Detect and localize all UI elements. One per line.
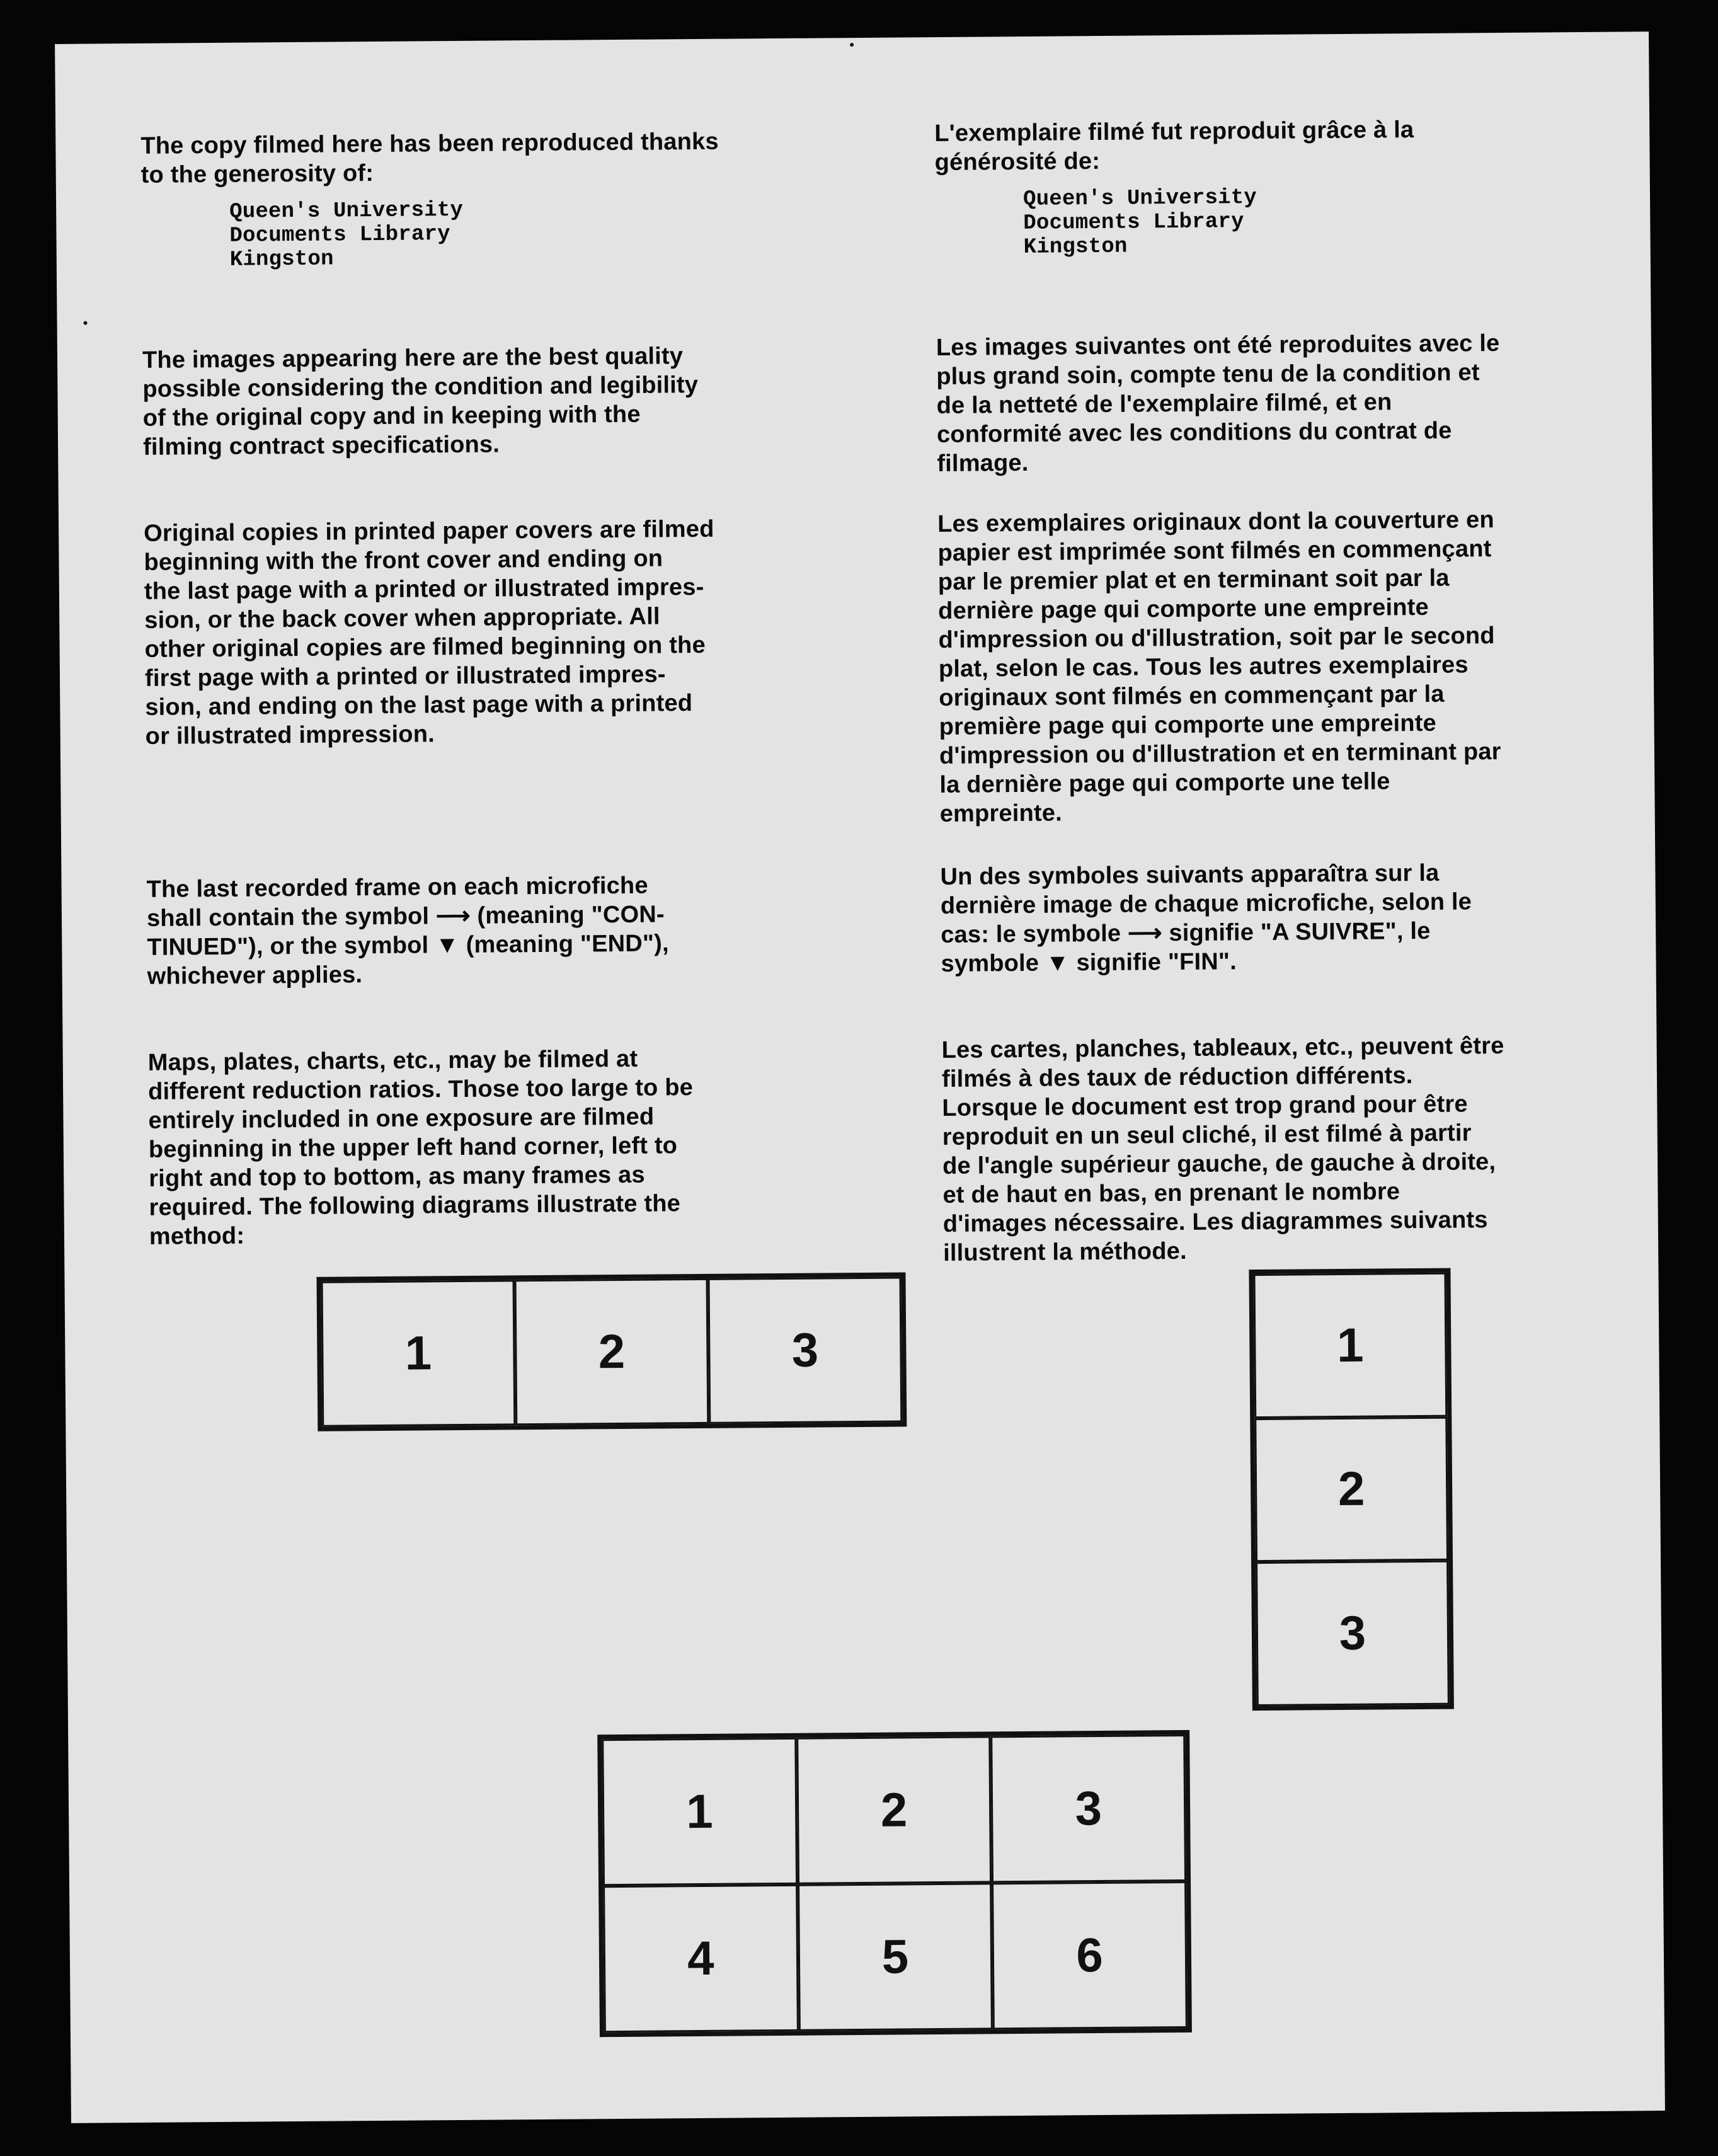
french-symbols-paragraph: Un des symboles suivants apparaîtra sur la dernière image de chaque microfiche, selon le cas: le symbole ⟶ signifie "A SUIVRE", le symbole ▼ signifie "FIN". xyxy=(940,859,1472,977)
diagram-frame: 2 xyxy=(515,1278,709,1425)
diagram-vertical xyxy=(1249,1268,1453,1711)
english-intro: The copy filmed here has been reproduced thanks to the generosity of: xyxy=(140,128,719,188)
french-column xyxy=(934,113,1690,1266)
diagram-frame: 3 xyxy=(707,1276,902,1423)
french-covers-paragraph: Les exemplaires originaux dont la couverture en papier est imprimée sont filmés en commençant par le premier plat et en terminant soit par la dernière page qui comporte une empreinte d'impression ou d'illustration, soit par le second plat, selon le cas. Tous les autres exemplaires originaux sont filmés en commençant par la première page qui comporte une empreinte d'impression ou d'illustration et en terminant par la dernière page qui comporte une telle empreinte. xyxy=(937,507,1501,827)
french-intro: L'exemplaire filmé fut reproduit grâce à la générosité de: xyxy=(934,117,1414,176)
french-library-address: Queen's University Documents Library Kingston xyxy=(1022,186,1257,260)
microfiche-target-sheet xyxy=(55,32,1665,2123)
english-symbols-paragraph: The last recorded frame on each microfiche shall contain the symbol ⟶ (meaning "CON- TINUED"), or the symbol ▼ (meaning "END"), whichever applies. xyxy=(146,872,669,990)
diagram-frame: 3 xyxy=(1256,1561,1450,1706)
english-maps-paragraph: Maps, plates, charts, etc., may be filmed at different reduction ratios. Those too large to be entirely included in one exposure are filmed beginning in the upper left hand corner, left to right and top to bottom, as many frames as required. The following diagrams illustrate the method: xyxy=(147,1045,694,1250)
french-quality-paragraph: Les images suivantes ont été reproduites avec le plus grand soin, compte tenu de la condition et de la netteté de l'exemplaire filmé, et en conformité avec les conditions du contrat de filmage. xyxy=(936,330,1500,478)
diagram-frame: 2 xyxy=(1254,1416,1448,1562)
diagram-frame: 1 xyxy=(321,1280,516,1426)
diagram-grid xyxy=(597,1730,1192,2037)
film-speck xyxy=(850,43,854,47)
diagram-frame: 2 xyxy=(796,1736,992,1884)
diagram-frame: 1 xyxy=(1253,1273,1447,1418)
english-quality-paragraph: The images appearing here are the best quality possible considering the condition and legibility of the original copy and in keeping with the filming contract specifications. xyxy=(142,343,699,461)
english-covers-paragraph: Original copies in printed paper covers are filmed beginning with the front cover and ending on the last page with a printed or illustrated impres- sion, or the back cover when appropriate. All other original copies are filmed beginning on the first page with a printed or illustrated impres- sion, and ending on the last page with a printed or illustrated impression. xyxy=(144,515,714,750)
diagram-frame: 4 xyxy=(603,1884,798,2033)
film-speck xyxy=(84,321,88,325)
french-maps-paragraph: Les cartes, planches, tableaux, etc., peuvent être filmés à des taux de réduction différents. Lorsque le document est trop grand pour être reproduit en un seul cliché, il est filmé à partir de l'angle supérieur gauche, de gauche à droite, et de haut en bas, en prenant le nombre d'images nécessaire. Les diagrammes suivants illustrent la méthode. xyxy=(941,1032,1504,1266)
diagram-frame: 3 xyxy=(991,1735,1186,1883)
english-column xyxy=(140,126,871,1250)
english-library-address: Queen's University Documents Library Kingston xyxy=(229,198,464,272)
diagram-frame: 6 xyxy=(992,1881,1187,2029)
diagram-horizontal xyxy=(316,1272,907,1431)
diagram-frame: 5 xyxy=(798,1883,993,2031)
diagram-frame: 1 xyxy=(602,1738,797,1886)
